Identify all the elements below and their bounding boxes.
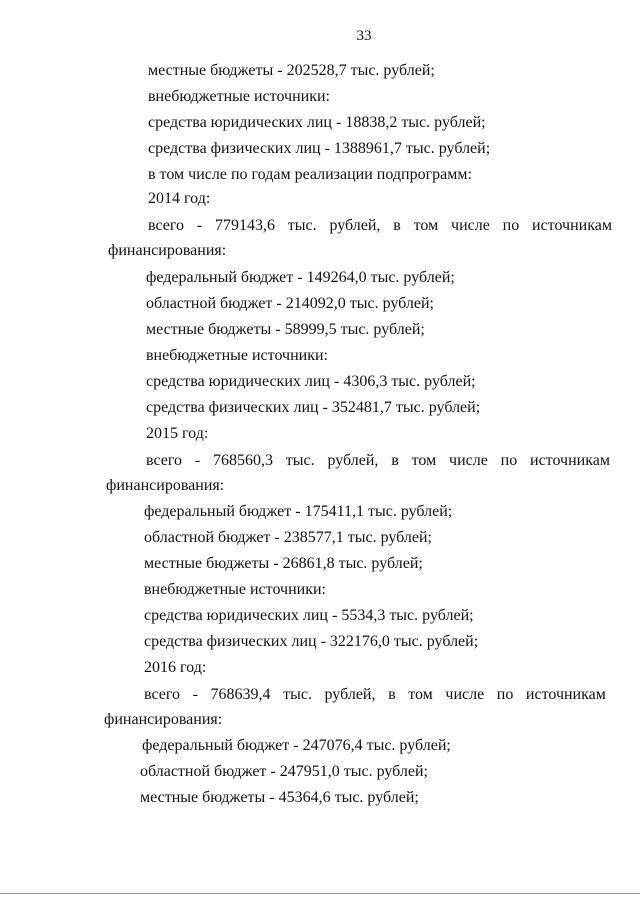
total-line-2014	[148, 216, 612, 236]
extrabudgetary-heading-2015: внебюджетные источники:	[144, 581, 326, 598]
total-line-2016	[144, 685, 606, 705]
word-v: в	[391, 452, 399, 469]
year-heading-2014: 2014 год:	[148, 190, 211, 207]
currency-word: рублей,	[329, 217, 381, 234]
dash: -	[196, 217, 203, 234]
line-by-years-heading: в том числе по годам реализации подпрограмм:	[148, 166, 472, 183]
financing-word-2016: финансирования:	[104, 711, 223, 728]
federal-budget-2014: федеральный бюджет - 149264,0 тыс. рублей;	[146, 269, 455, 286]
regional-budget-2014: областной бюджет - 214092,0 тыс. рублей;	[146, 295, 434, 312]
word-istochnikam: источникам	[532, 217, 612, 234]
word-istochnikam: источникам	[530, 452, 610, 469]
total-word: всего	[144, 686, 181, 703]
line-extrabudgetary-heading: внебюджетные источники:	[148, 88, 330, 105]
word-tom: том	[411, 452, 437, 469]
word-chisle: числе	[449, 452, 488, 469]
word-tom: том	[408, 686, 433, 703]
regional-budget-2015: областной бюджет - 238577,1 тыс. рублей;	[144, 529, 432, 546]
dash: -	[194, 452, 201, 469]
line-legal-entities-total: средства юридических лиц - 18838,2 тыс. рублей;	[148, 114, 486, 131]
total-amount: 768560,3	[212, 452, 273, 469]
local-budgets-2016: местные бюджеты - 45364,6 тыс. рублей;	[140, 789, 419, 806]
currency-word: рублей,	[324, 686, 376, 703]
dash: -	[192, 686, 198, 703]
word-v: в	[388, 686, 396, 703]
total-line-2015	[146, 451, 610, 471]
federal-budget-2016: федеральный бюджет - 247076,4 тыс. рублей;	[142, 737, 451, 754]
year-heading-2015: 2015 год:	[146, 425, 209, 442]
page-bottom-edge	[0, 893, 640, 894]
word-tom: том	[413, 217, 439, 234]
word-po: по	[500, 452, 518, 469]
local-budgets-2015: местные бюджеты - 26861,8 тыс. рублей;	[144, 555, 423, 572]
currency-word: рублей,	[327, 452, 379, 469]
unit-word: тыс.	[287, 217, 317, 234]
financing-word-2014: финансирования:	[108, 242, 227, 259]
regional-budget-2016: областной бюджет - 247951,0 тыс. рублей;	[140, 763, 428, 780]
local-budgets-2014: местные бюджеты - 58999,5 тыс. рублей;	[146, 321, 425, 338]
financing-word-2015: финансирования:	[106, 477, 225, 494]
line-individuals-total: средства физических лиц - 1388961,7 тыс. рублей;	[148, 140, 491, 157]
word-istochnikam: источникам	[525, 686, 606, 703]
line-local-budgets-total: местные бюджеты - 202528,7 тыс. рублей;	[148, 62, 435, 79]
total-amount: 779143,6	[214, 217, 275, 234]
year-heading-2016: 2016 год:	[144, 659, 207, 676]
word-v: в	[393, 217, 401, 234]
total-amount: 768639,4	[210, 686, 271, 703]
individuals-2015: средства физических лиц - 322176,0 тыс. рублей;	[144, 633, 479, 650]
word-po: по	[496, 686, 514, 703]
individuals-2014: средства физических лиц - 352481,7 тыс. рублей;	[146, 399, 481, 416]
unit-word: тыс.	[283, 686, 312, 703]
page-number: 33	[356, 28, 372, 44]
total-word: всего	[148, 217, 185, 234]
total-word: всего	[146, 452, 183, 469]
legal-entities-2014: средства юридических лиц - 4306,3 тыс. рублей;	[146, 373, 476, 390]
unit-word: тыс.	[285, 452, 315, 469]
federal-budget-2015: федеральный бюджет - 175411,1 тыс. рублей;	[144, 503, 453, 520]
word-chisle: числе	[451, 217, 490, 234]
word-po: по	[502, 217, 520, 234]
legal-entities-2015: средства юридических лиц - 5534,3 тыс. рублей;	[144, 607, 474, 624]
word-chisle: числе	[445, 686, 485, 703]
extrabudgetary-heading-2014: внебюджетные источники:	[146, 347, 328, 364]
